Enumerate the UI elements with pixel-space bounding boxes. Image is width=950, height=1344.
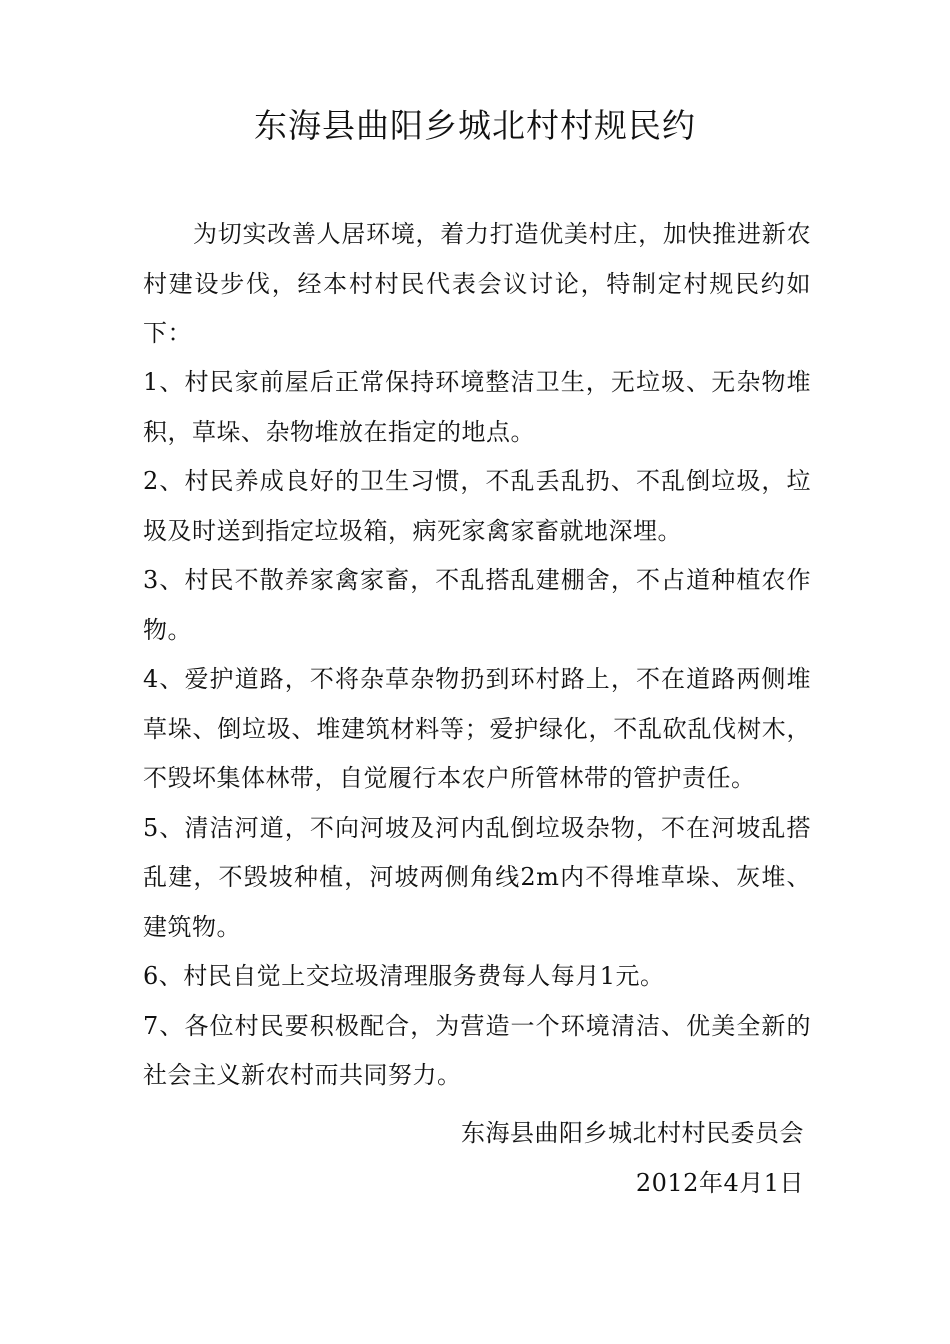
- articles-list: [143, 358, 811, 1101]
- article-1: 1、村民家前屋后正常保持环境整洁卫生，无垃圾、无杂物堆积，草垛、杂物堆放在指定的地点。: [143, 368, 811, 446]
- article-5: 5、清洁河道，不向河坡及河内乱倒垃圾杂物，不在河坡乱搭乱建，不毁坡种植，河坡两侧角线2m内不得堆草垛、灰堆、建筑物。: [143, 813, 811, 941]
- article-3: 3、村民不散养家禽家畜，不乱搭乱建棚舍，不占道种植农作物。: [143, 566, 811, 644]
- signature-block: [461, 1108, 804, 1208]
- intro-paragraph: 为切实改善人居环境，着力打造优美村庄，加快推进新农村建设步伐，经本村村民代表会议讨论，特制定村规民约如下：: [143, 220, 811, 347]
- issue-date: 2012年4月1日: [635, 1169, 804, 1197]
- article-4: 4、爱护道路，不将杂草杂物扔到环村路上，不在道路两侧堆草垛、倒垃圾、堆建筑材料等；爱护绿化，不乱砍乱伐树木，不毁坏集体林带，自觉履行本农户所管林带的管护责任。: [143, 665, 811, 792]
- document-title: 东海县曲阳乡城北村村规民约: [254, 106, 696, 145]
- article-2: 2、村民养成良好的卫生习惯，不乱丢乱扔、不乱倒垃圾，垃圾及时送到指定垃圾箱，病死家禽家畜就地深埋。: [143, 467, 811, 545]
- article-6: 6、村民自觉上交垃圾清理服务费每人每月1元。: [143, 962, 665, 990]
- issuer-name: 东海县曲阳乡城北村村民委员会: [461, 1119, 804, 1147]
- article-7: 7、各位村民要积极配合，为营造一个环境清洁、优美全新的社会主义新农村而共同努力。: [143, 1011, 811, 1089]
